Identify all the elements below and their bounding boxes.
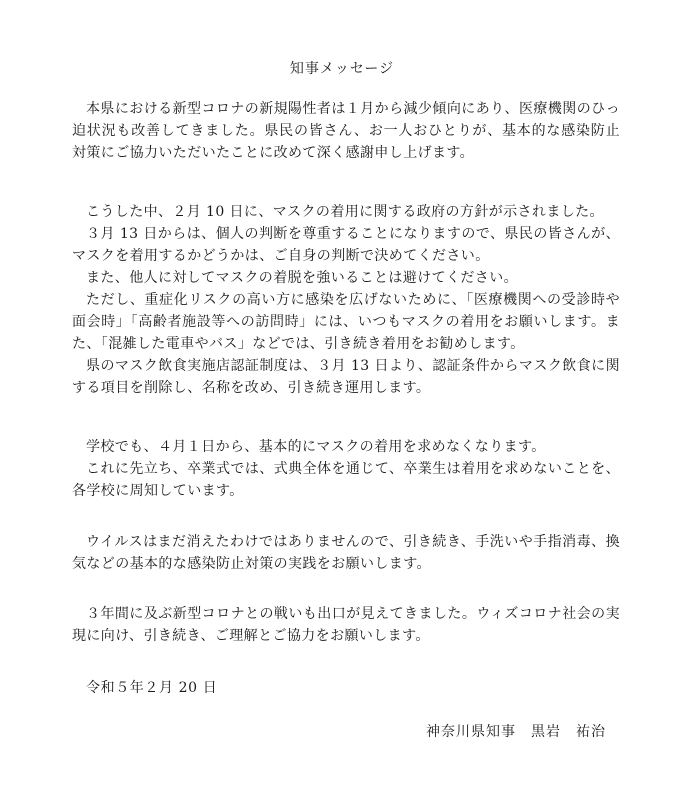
document-title: 知事メッセージ xyxy=(289,61,395,77)
paragraph: 学校でも、４月１日から、基本的にマスクの着用を求めなくなります。 xyxy=(86,439,546,455)
document-date: 令和５年２月 20 日 xyxy=(86,680,218,696)
paragraph: こうした中、２月 10 日に、マスクの着用に関する政府の方針が示されました。 xyxy=(86,204,604,220)
paragraph: ただし、重症化リスクの高い方に感染を広げないために、「医療機関への受診時や面会時」「高齢者施設等への訪問時」には、いつもマスクの着用をお願いします。また、「混雑した電車やバス」などでは、引き続き着用をお勧めします。 xyxy=(72,292,620,352)
paragraph: ウイルスはまだ消えたわけではありませんので、引き続き、手洗いや手指消毒、換気などの基本的な感染防止対策の実践をお願いします。 xyxy=(72,534,620,572)
paragraph: ３月 13 日からは、個人の判断を尊重することになりますので、県民の皆さんが、マスクを着用するかどうかは、ご自身の判断で決めてください。 xyxy=(72,226,620,264)
paragraph: また、他人に対してマスクの着脱を強いることは避けてください。 xyxy=(86,270,518,286)
paragraph: ３年間に及ぶ新型コロナとの戦いも出口が見えてきました。ウィズコロナ社会の実現に向け、引き続き、ご理解とご協力をお願いします。 xyxy=(72,606,620,644)
paragraph: 県のマスク飲食実施店認証制度は、３月 13 日より、認証条件からマスク飲食に関する項目を削除し、名称を改め、引き続き運用します。 xyxy=(72,358,620,396)
paragraph-group-4 xyxy=(72,531,620,575)
paragraph: これに先立ち、卒業式では、式典全体を通じて、卒業生は着用を求めないことを、各学校に周知しています。 xyxy=(72,461,620,499)
paragraph-group-1 xyxy=(72,98,620,164)
paragraph-group-5 xyxy=(72,603,620,647)
paragraph-group-2 xyxy=(72,201,620,399)
document-signature: 神奈川県知事 黒岩 祐治 xyxy=(426,724,606,740)
paragraph: 本県における新型コロナの新規陽性者は１月から減少傾向にあり、医療機関のひっ迫状況も改善してきました。県民の皆さん、お一人おひとりが、基本的な感染防止対策にご協力いただいたことに改めて深く感謝申し上げます。 xyxy=(72,101,620,161)
paragraph-group-3 xyxy=(72,436,620,502)
